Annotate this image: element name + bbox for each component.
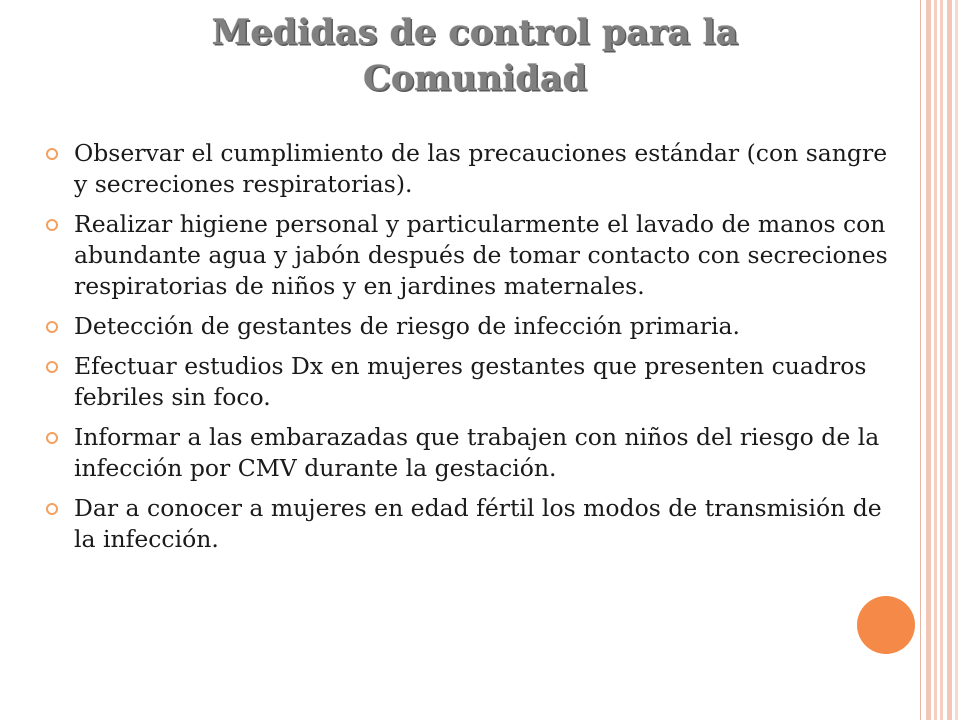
bullet-item — [46, 209, 906, 302]
bullet-circle-icon — [46, 219, 58, 231]
bullet-list — [46, 138, 906, 564]
bullet-text: Detección de gestantes de riesgo de infección primaria. — [74, 312, 740, 340]
border-stripe-2 — [934, 0, 937, 720]
bullet-item — [46, 311, 906, 342]
bullet-text: Realizar higiene personal y particularmente el lavado de manos con abundante agua y jabón después de tomar contacto con secreciones respiratorias de niños y en jardines maternales. — [74, 210, 888, 300]
border-stripe-4 — [947, 0, 952, 720]
border-stripe-1 — [926, 0, 931, 720]
decorative-orange-circle — [857, 596, 915, 654]
bullet-circle-icon — [46, 321, 58, 333]
border-stripe-5 — [955, 0, 958, 720]
bullet-circle-icon — [46, 361, 58, 373]
decorative-right-border — [920, 0, 960, 720]
bullet-circle-icon — [46, 148, 58, 160]
bullet-item — [46, 351, 906, 413]
bullet-circle-icon — [46, 432, 58, 444]
bullet-text: Dar a conocer a mujeres en edad fértil los modos de transmisión de la infección. — [74, 494, 882, 553]
border-stripe-3 — [940, 0, 943, 720]
bullet-item — [46, 422, 906, 484]
bullet-text: Informar a las embarazadas que trabajen con niños del riesgo de la infección por CMV durante la gestación. — [74, 423, 880, 482]
slide-title — [0, 10, 950, 102]
bullet-circle-icon — [46, 503, 58, 515]
bullet-text: Efectuar estudios Dx en mujeres gestantes que presenten cuadros febriles sin foco. — [74, 352, 867, 411]
slide-title-line-2: Comunidad — [362, 58, 588, 99]
bullet-item — [46, 138, 906, 200]
bullet-text: Observar el cumplimiento de las precauciones estándar (con sangre y secreciones respiratorias). — [74, 139, 888, 198]
slide-title-line-1: Medidas de control para la — [211, 12, 739, 53]
bullet-item — [46, 493, 906, 555]
